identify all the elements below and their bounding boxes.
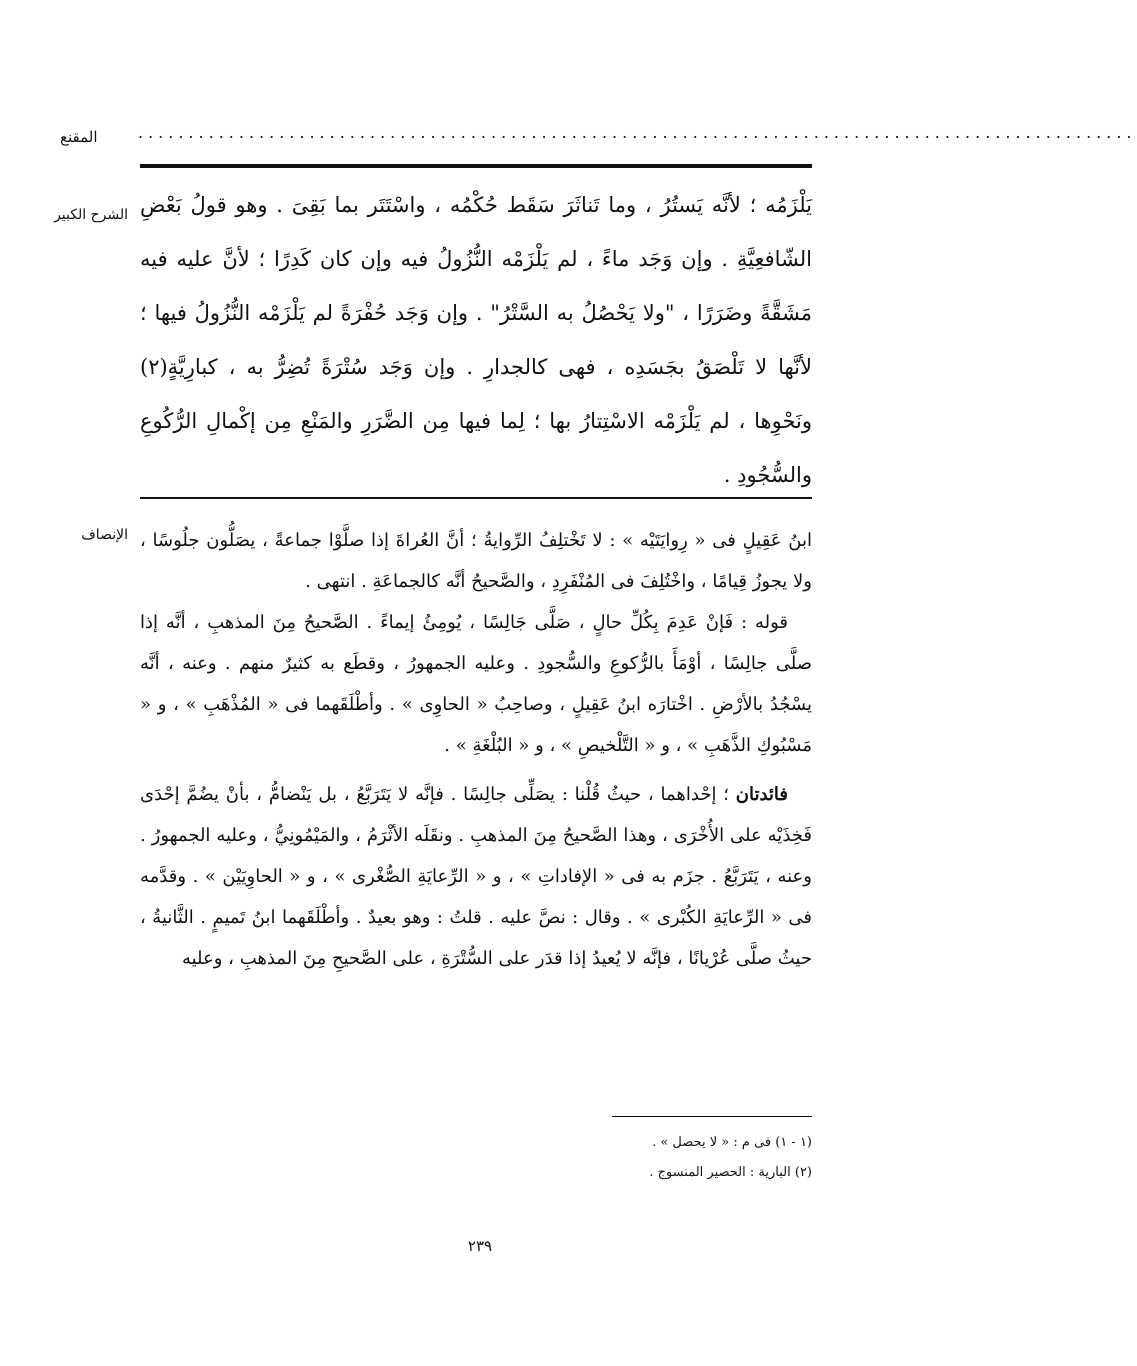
insaf-paragraph-3-lead: فائدتان [735, 784, 788, 805]
margin-label-sharh: الشرح الكبير [54, 207, 128, 223]
insaf-paragraph-3 [140, 774, 812, 979]
insaf-text-block [140, 520, 812, 979]
header-rule [140, 164, 812, 168]
footnote-rule [612, 1116, 812, 1117]
footnote-2: (٢) البارية : الحصير المنسوج . [649, 1165, 812, 1180]
running-title: المقنع [60, 128, 98, 146]
footnotes [420, 1128, 812, 1188]
insaf-paragraph-1: ابنُ عَقِيلٍ فى « رِوايَتَيْه » : لا تَخْتلِفُ الرِّوايةُ ؛ أنَّ العُراةَ إذا صلَّوْا جماعةً ، يصَلُّون جلُوسًا ، ولا يجوزُ قِيامًا ، واخْتُلِفَ فى المُنْفَرِدِ ، والصَّحيحُ أنَّه كالجماعَةِ . انتهى . [140, 530, 812, 592]
insaf-paragraph-2: قوله : فَإنْ عَدِمَ بِكُلِّ حالٍ ، صَلَّى جَالِسًا ، يُومِئُ إيماءً . الصَّحيحُ مِنَ المذهبِ ، أنَّه إذا صلَّى جالِسًا ، أوْمَأَ بالرُّكوعِ والسُّجودِ . وعليه الجمهورُ ، وقطَع به كثيرٌ منهم . وعنه ، أنَّه يسْجُدُ بالأرْضِ . اخْتارَه ابنُ عَقِيلٍ ، وصاحِبُ « الحاوِى » . وأطْلَقَهما فى « المُذْهَبِ » ، و « مَسْبُوكِ الذَّهَبِ » ، و « التَّلْخيصِ » ، و « البُلْغَةِ » . [140, 612, 812, 756]
section-divider [140, 497, 812, 499]
insaf-paragraph-3-body: ؛ إحْداهما ، حيثُ قُلْنا : يصَلِّى جالِسًا . فإنَّه لا يَتَرَبَّعُ ، بل يَنْضامُّ ، بأنْ يضُمَّ إحْدَى فَخِذَيْه على الأُخْرَى ، وهذا الصَّحيحُ مِنَ المذهبِ . ونقَلَه الأثْرَمُ ، والمَيْمُونِيُّ ، وعليه الجمهورُ . وعنه ، يَتَرَبَّعُ . جزَم به فى « الإفاداتِ » ، و « الرِّعايَةِ الصُّغْرى » ، و « الحاوِيَيْن » . وقدَّمه فى « الرِّعايَةِ الكُبْرى » . وقال : نصَّ عليه . قلتُ : وهو بعيدٌ . وأطْلَقَهما ابنُ تَميمٍ . الثَّانيةُ ، حيثُ صلَّى عُرْيانًا ، فإنَّه لا يُعيدُ إذا قدَر على السُّتْرَةِ ، على الصَّحيحِ مِنَ المذهبِ ، وعليه [140, 784, 812, 969]
sharh-text: يَلْزَمُه ؛ لأنَّه يَستُرُ ، وما تَناثَرَ سَقَط حُكْمُه ، واسْتَتَر بما بَقِىَ . وهو قولُ بَعْضِ الشّافعِيَّةِ . وإن وَجَد ماءً ، لم يَلْزَمْه النُّزُولُ فيه وإن كان كَدِرًا ؛ لأنَّ عليه فيه مَشَقَّةً وضَرَرًا ، "ولا يَحْصُلُ به السَّتْرُ" . وإن وَجَد حُفْرَةً لم يَلْزَمْه النُّزُولُ فيها ؛ لأنَّها لا تَلْصَقُ بجَسَدِه ، فهى كالجدارِ . وإن وَجَد سُتْرَةً تُضِرُّ به ، كبارِيَّةٍ(٢) ونَحْوِها ، لم يَلْزَمْه الاسْتِتارُ بها ؛ لِما فيها مِن الضَّرَرِ والمَنْعِ مِن إكْمالِ الرُّكُوعِ والسُّجُودِ . [140, 193, 812, 487]
header-dot-leader: ................................................................................................... [138, 123, 1137, 142]
sharh-text-block [140, 178, 812, 502]
page-number: ٢٣٩ [467, 1237, 493, 1255]
margin-label-insaf: الإنصاف [81, 527, 128, 543]
footnote-1: (١ - ١) فى م : « لا يحصل » . [652, 1135, 812, 1150]
